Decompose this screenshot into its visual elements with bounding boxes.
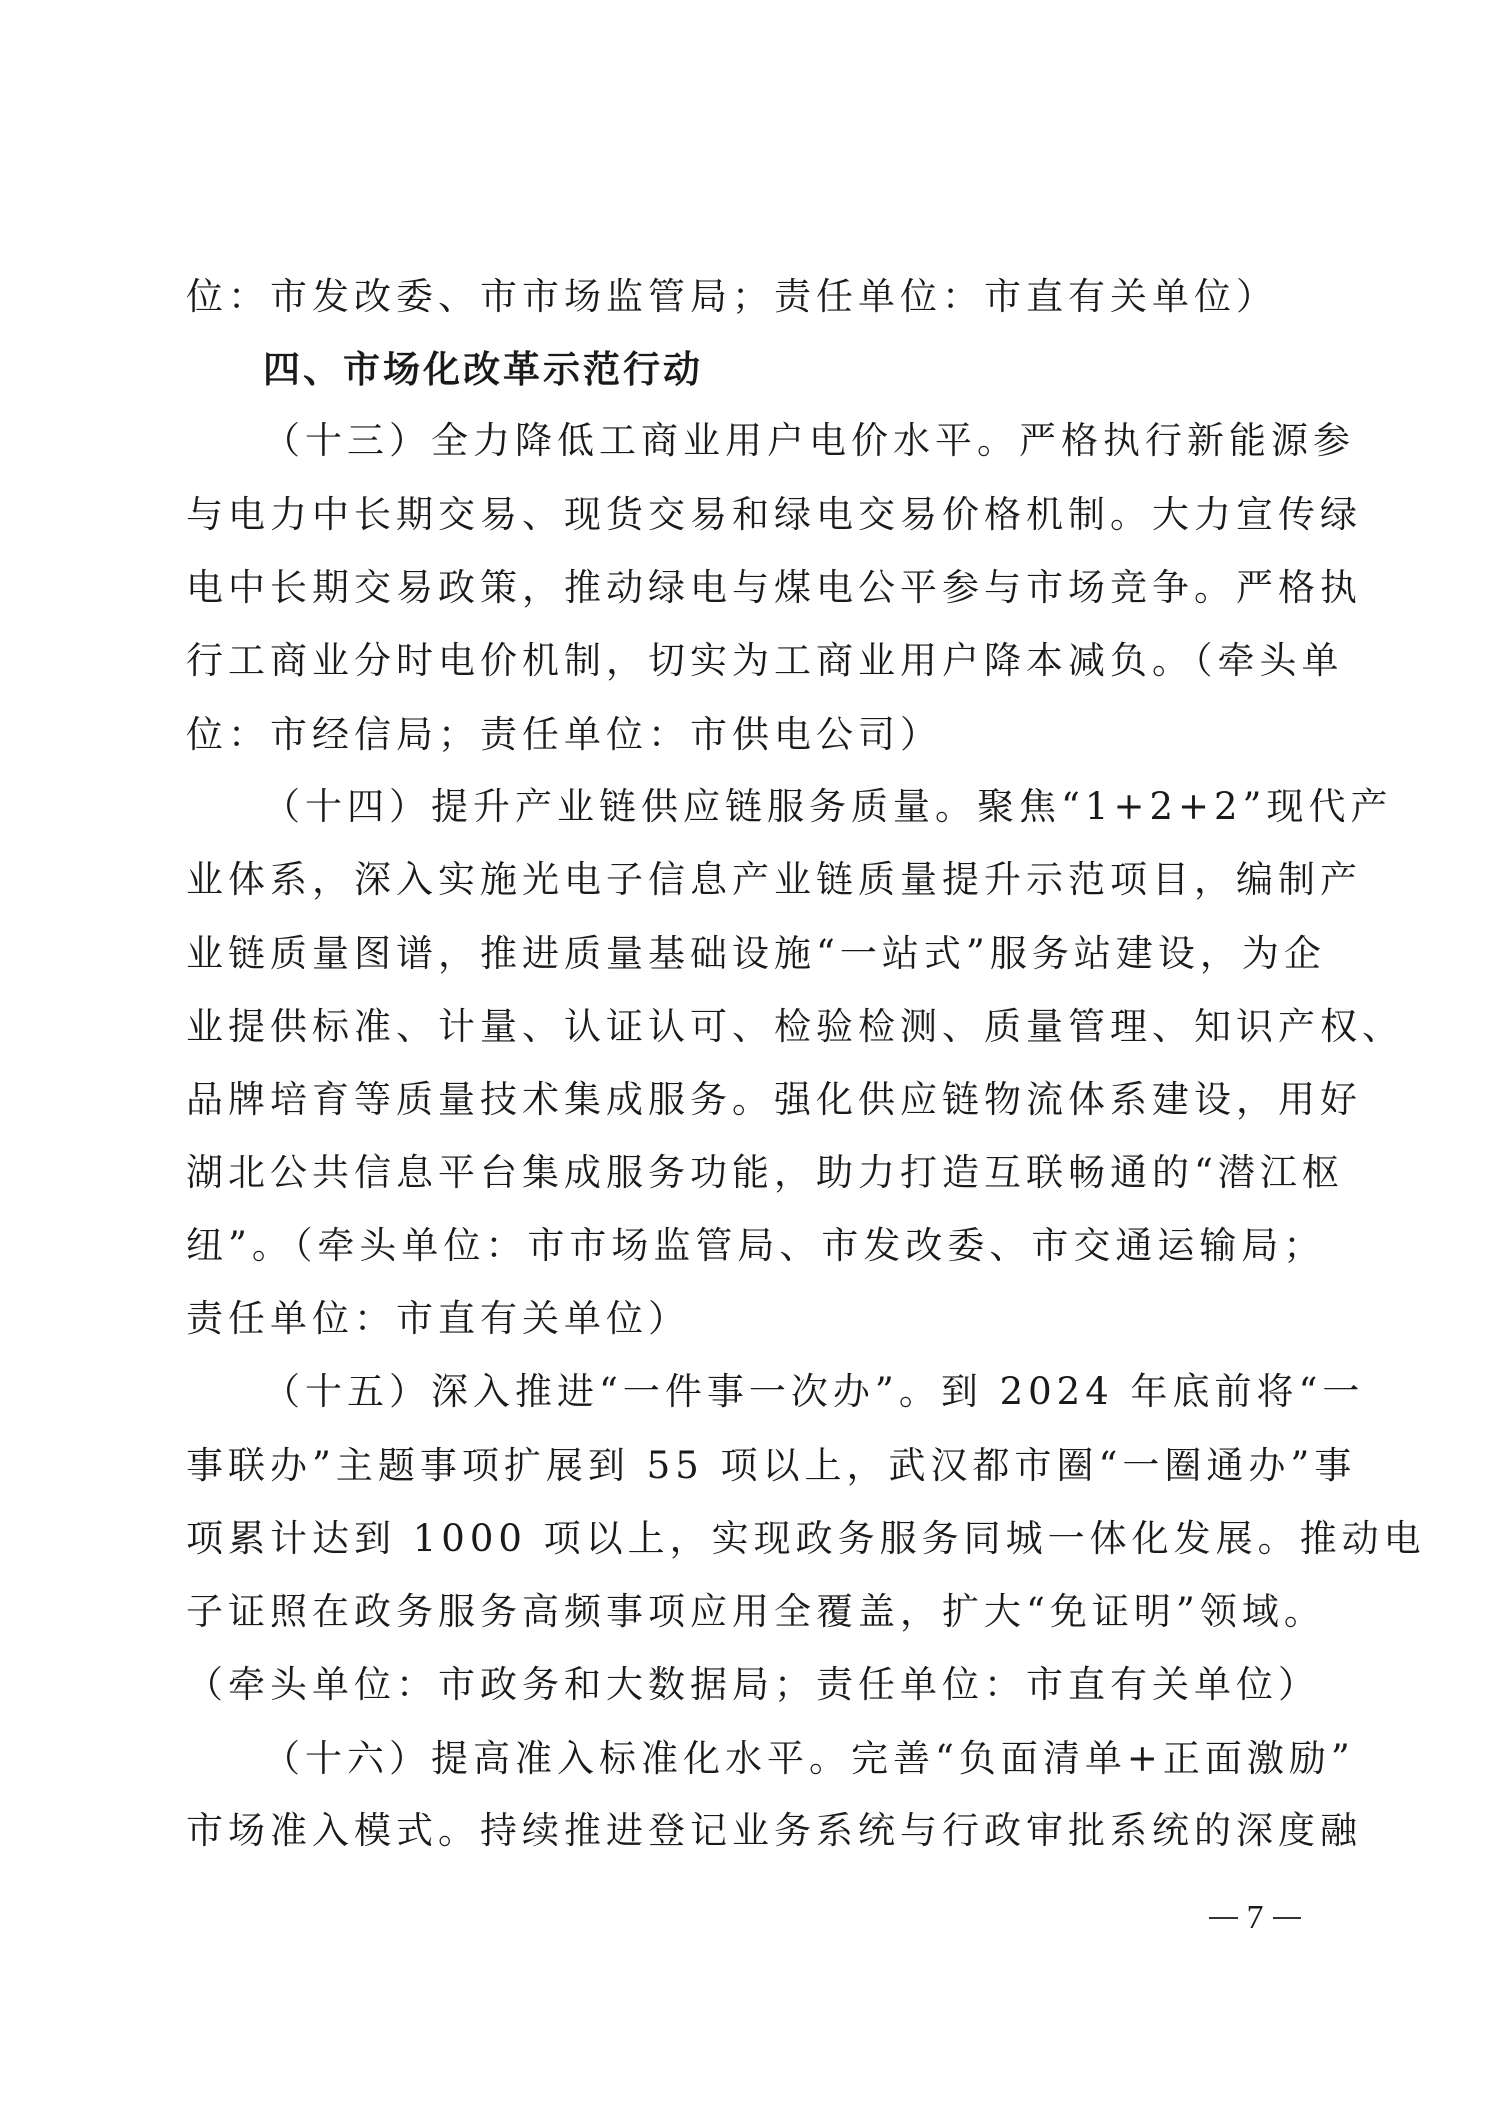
text-line: 品牌培育等质量技术集成服务。强化供应链物流体系建设，用好	[186, 1078, 1362, 1121]
text-line: 事联办”主题事项扩展到 55 项以上，武汉都市圈“一圈通办”事	[186, 1444, 1357, 1487]
text-line: 市场准入模式。持续推进登记业务系统与行政审批系统的深度融	[186, 1809, 1362, 1852]
dash-left	[1209, 1917, 1238, 1919]
text-line: 行工商业分时电价机制，切实为工商业用户降本减负。（牵头单	[186, 639, 1344, 682]
paragraph-start: （十三）全力降低工商业用户电价水平。严格执行新能源参	[263, 419, 1355, 462]
text-line: 业链质量图谱，推进质量基础设施“一站式”服务站建设，为企	[186, 932, 1326, 975]
text-line: 与电力中长期交易、现货交易和绿电交易价格机制。大力宣传绿	[186, 493, 1362, 536]
text-line: 项累计达到 1000 项以上，实现政务服务同城一体化发展。推动电	[186, 1517, 1426, 1560]
text-line: 位：市经信局；责任单位：市供电公司）	[186, 713, 942, 756]
page-number	[1200, 1896, 1310, 1940]
text-line: 纽”。（牵头单位：市市场监管局、市发改委、市交通运输局；	[186, 1224, 1326, 1267]
paragraph-start: （十六）提高准入标准化水平。完善“负面清单+正面激励”	[263, 1737, 1355, 1780]
section-heading: 四、市场化改革示范行动	[263, 348, 703, 391]
text-line: （牵头单位：市政务和大数据局；责任单位：市直有关单位）	[186, 1663, 1320, 1706]
paragraph-start: （十四）提升产业链供应链服务质量。聚焦“1+2+2”现代产	[263, 785, 1393, 828]
text-line: 业提供标准、计量、认证认可、检验检测、质量管理、知识产权、	[186, 1005, 1404, 1048]
text-line: 责任单位：市直有关单位）	[186, 1297, 690, 1340]
dash-right	[1273, 1917, 1302, 1919]
paragraph-start: （十五）深入推进“一件事一次办”。到 2024 年底前将“一	[263, 1370, 1365, 1413]
text-line: 子证照在政务服务高频事项应用全覆盖，扩大“免证明”领域。	[186, 1590, 1326, 1633]
text-line: 位：市发改委、市市场监管局；责任单位：市直有关单位）	[186, 275, 1278, 318]
text-line: 湖北公共信息平台集成服务功能，助力打造互联畅通的“潜江枢	[186, 1151, 1344, 1194]
text-line: 电中长期交易政策，推动绿电与煤电公平参与市场竞争。严格执	[186, 566, 1362, 609]
text-line: 业体系，深入实施光电子信息产业链质量提升示范项目，编制产	[186, 858, 1362, 901]
page-number-value: 7	[1246, 1899, 1264, 1936]
